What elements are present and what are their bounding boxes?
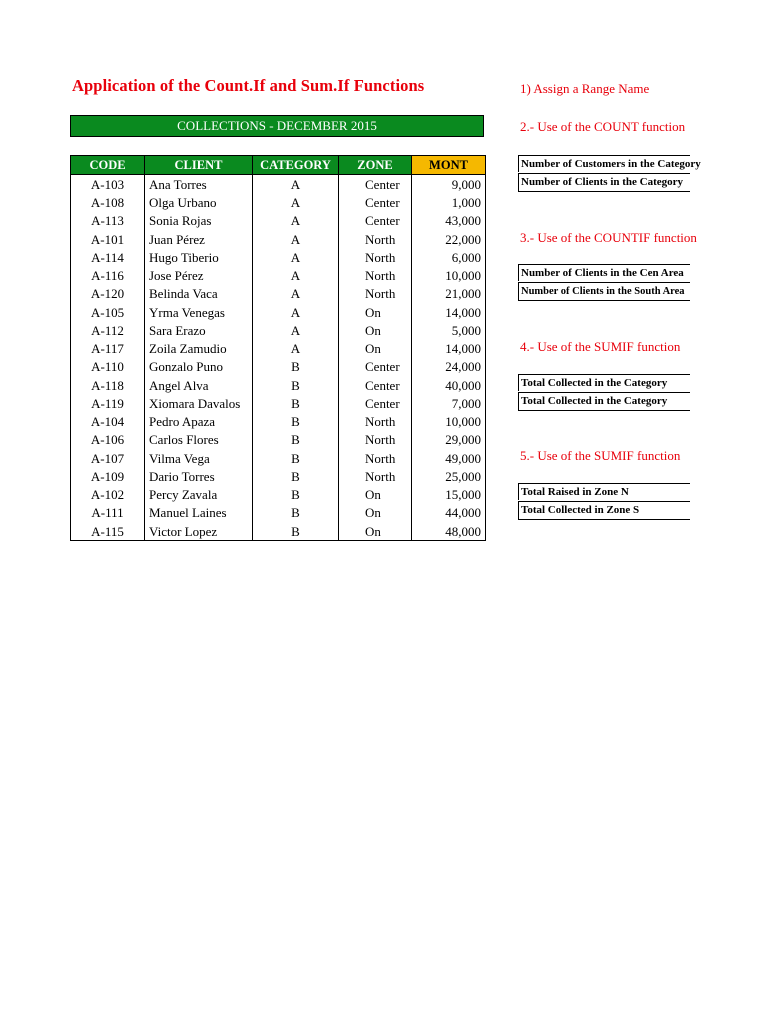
table-row — [71, 413, 486, 431]
cell-code[interactable]: A-102 — [71, 486, 145, 504]
cell-client[interactable]: Manuel Laines — [145, 504, 253, 522]
cell-client[interactable]: Zoila Zamudio — [145, 340, 253, 358]
cell-zone[interactable]: Center — [339, 175, 412, 194]
cell-mont[interactable]: 24,000 — [412, 358, 486, 376]
cell-client[interactable]: Olga Urbano — [145, 194, 253, 212]
step-sumif-function-b: 5.- Use of the SUMIF function — [520, 448, 681, 463]
cell-zone[interactable]: North — [339, 230, 412, 248]
cell-code[interactable]: A-109 — [71, 467, 145, 485]
cell-category[interactable]: B — [253, 358, 339, 376]
table-row — [71, 230, 486, 248]
cell-zone[interactable]: North — [339, 413, 412, 431]
cell-code[interactable]: A-106 — [71, 431, 145, 449]
cell-code[interactable]: A-107 — [71, 449, 145, 467]
cell-zone[interactable]: North — [339, 467, 412, 485]
field-total-collected-zone-s[interactable]: Total Collected in Zone S — [518, 501, 690, 520]
cell-category[interactable]: A — [253, 285, 339, 303]
cell-zone[interactable]: On — [339, 504, 412, 522]
cell-zone[interactable]: On — [339, 486, 412, 504]
table-row — [71, 285, 486, 303]
table-row — [71, 358, 486, 376]
cell-code[interactable]: A-118 — [71, 376, 145, 394]
cell-category[interactable]: A — [253, 194, 339, 212]
cell-code[interactable]: A-104 — [71, 413, 145, 431]
cell-mont[interactable]: 7,000 — [412, 394, 486, 412]
cell-client[interactable]: Hugo Tiberio — [145, 248, 253, 266]
cell-zone[interactable]: North — [339, 285, 412, 303]
table-row — [71, 248, 486, 266]
table-row — [71, 486, 486, 504]
table-row — [71, 467, 486, 485]
table-row — [71, 376, 486, 394]
table-row — [71, 212, 486, 230]
cell-code[interactable]: A-120 — [71, 285, 145, 303]
cell-category[interactable]: B — [253, 486, 339, 504]
cell-zone[interactable]: Center — [339, 212, 412, 230]
table-row — [71, 321, 486, 339]
cell-zone[interactable]: Center — [339, 394, 412, 412]
collections-table — [70, 155, 486, 541]
table-row — [71, 340, 486, 358]
step-sumif-function-a: 4.- Use of the SUMIF function — [520, 339, 681, 354]
cell-category[interactable]: A — [253, 303, 339, 321]
cell-client[interactable]: Belinda Vaca — [145, 285, 253, 303]
cell-code[interactable]: A-101 — [71, 230, 145, 248]
cell-code[interactable]: A-110 — [71, 358, 145, 376]
collections-banner: COLLECTIONS - DECEMBER 2015 — [70, 115, 484, 137]
cell-client[interactable]: Yrma Venegas — [145, 303, 253, 321]
cell-mont[interactable]: 14,000 — [412, 340, 486, 358]
cell-code[interactable]: A-105 — [71, 303, 145, 321]
header-zone[interactable]: ZONE — [339, 156, 412, 175]
cell-client[interactable]: Sonia Rojas — [145, 212, 253, 230]
cell-category[interactable]: A — [253, 321, 339, 339]
cell-category[interactable]: A — [253, 175, 339, 194]
cell-code[interactable]: A-115 — [71, 522, 145, 541]
field-total-collected-category-b[interactable]: Total Collected in the Category — [518, 392, 690, 411]
field-clients-cen-area[interactable]: Number of Clients in the Cen Area — [518, 264, 690, 281]
cell-category[interactable]: A — [253, 230, 339, 248]
cell-category[interactable]: A — [253, 267, 339, 285]
cell-client[interactable]: Angel Alva — [145, 376, 253, 394]
cell-client[interactable]: Carlos Flores — [145, 431, 253, 449]
cell-client[interactable]: Vilma Vega — [145, 449, 253, 467]
field-clients-south-area[interactable]: Number of Clients in the South Area — [518, 282, 690, 301]
cell-mont[interactable]: 40,000 — [412, 376, 486, 394]
cell-category[interactable]: A — [253, 248, 339, 266]
table-row — [71, 194, 486, 212]
cell-category[interactable]: B — [253, 522, 339, 541]
table-row — [71, 394, 486, 412]
header-code[interactable]: CODE — [71, 156, 145, 175]
cell-code[interactable]: A-117 — [71, 340, 145, 358]
cell-mont[interactable]: 43,000 — [412, 212, 486, 230]
cell-zone[interactable]: North — [339, 431, 412, 449]
header-category[interactable]: CATEGORY — [253, 156, 339, 175]
cell-mont[interactable]: 10,000 — [412, 413, 486, 431]
field-total-collected-category-a[interactable]: Total Collected in the Category — [518, 374, 690, 391]
step-countif-function: 3.- Use of the COUNTIF function — [520, 230, 697, 245]
cell-mont[interactable]: 44,000 — [412, 504, 486, 522]
cell-mont[interactable]: 49,000 — [412, 449, 486, 467]
cell-category[interactable]: B — [253, 504, 339, 522]
cell-mont[interactable]: 5,000 — [412, 321, 486, 339]
table-row — [71, 431, 486, 449]
cell-code[interactable]: A-114 — [71, 248, 145, 266]
header-mont[interactable]: MONT — [412, 156, 486, 175]
cell-category[interactable]: A — [253, 212, 339, 230]
cell-client[interactable]: Jose Pérez — [145, 267, 253, 285]
cell-mont[interactable]: 22,000 — [412, 230, 486, 248]
cell-client[interactable]: Gonzalo Puno — [145, 358, 253, 376]
cell-zone[interactable]: On — [339, 321, 412, 339]
cell-category[interactable]: B — [253, 431, 339, 449]
cell-zone[interactable]: Center — [339, 376, 412, 394]
cell-mont[interactable]: 25,000 — [412, 467, 486, 485]
cell-mont[interactable]: 1,000 — [412, 194, 486, 212]
cell-client[interactable]: Percy Zavala — [145, 486, 253, 504]
cell-client[interactable]: Pedro Apaza — [145, 413, 253, 431]
cell-zone[interactable]: North — [339, 449, 412, 467]
cell-category[interactable]: B — [253, 394, 339, 412]
cell-mont[interactable]: 9,000 — [412, 175, 486, 194]
field-clients-in-category[interactable]: Number of Clients in the Category — [518, 173, 690, 192]
cell-code[interactable]: A-103 — [71, 175, 145, 194]
cell-client[interactable]: Juan Pérez — [145, 230, 253, 248]
table-row — [71, 175, 486, 194]
cell-mont[interactable]: 6,000 — [412, 248, 486, 266]
cell-category[interactable]: B — [253, 467, 339, 485]
cell-code[interactable]: A-119 — [71, 394, 145, 412]
cell-zone[interactable]: Center — [339, 358, 412, 376]
cell-zone[interactable]: On — [339, 522, 412, 541]
cell-code[interactable]: A-113 — [71, 212, 145, 230]
table-header-row — [71, 156, 486, 175]
cell-code[interactable]: A-116 — [71, 267, 145, 285]
field-total-raised-zone-n[interactable]: Total Raised in Zone N — [518, 483, 690, 500]
table-row — [71, 303, 486, 321]
cell-category[interactable]: B — [253, 449, 339, 467]
cell-zone[interactable]: On — [339, 303, 412, 321]
cell-category[interactable]: A — [253, 340, 339, 358]
table-row — [71, 504, 486, 522]
cell-client[interactable]: Ana Torres — [145, 175, 253, 194]
cell-zone[interactable]: North — [339, 248, 412, 266]
page-title: Application of the Count.If and Sum.If Functions — [72, 76, 425, 95]
step-assign-range-name: 1) Assign a Range Name — [520, 81, 650, 96]
cell-mont[interactable]: 48,000 — [412, 522, 486, 541]
cell-zone[interactable]: Center — [339, 194, 412, 212]
cell-mont[interactable]: 29,000 — [412, 431, 486, 449]
table-row — [71, 522, 486, 541]
cell-zone[interactable]: On — [339, 340, 412, 358]
cell-mont[interactable]: 10,000 — [412, 267, 486, 285]
cell-code[interactable]: A-112 — [71, 321, 145, 339]
cell-mont[interactable]: 15,000 — [412, 486, 486, 504]
cell-client[interactable]: Dario Torres — [145, 467, 253, 485]
cell-category[interactable]: B — [253, 376, 339, 394]
cell-client[interactable]: Xiomara Davalos — [145, 394, 253, 412]
cell-mont[interactable]: 21,000 — [412, 285, 486, 303]
step-count-function: 2.- Use of the COUNT function — [520, 119, 686, 134]
cell-client[interactable]: Victor Lopez — [145, 522, 253, 541]
cell-client[interactable]: Sara Erazo — [145, 321, 253, 339]
cell-category[interactable]: B — [253, 413, 339, 431]
table-row — [71, 449, 486, 467]
cell-code[interactable]: A-108 — [71, 194, 145, 212]
field-customers-in-category[interactable]: Number of Customers in the Category — [518, 155, 690, 172]
header-client[interactable]: CLIENT — [145, 156, 253, 175]
cell-mont[interactable]: 14,000 — [412, 303, 486, 321]
cell-zone[interactable]: North — [339, 267, 412, 285]
table-row — [71, 267, 486, 285]
cell-code[interactable]: A-111 — [71, 504, 145, 522]
